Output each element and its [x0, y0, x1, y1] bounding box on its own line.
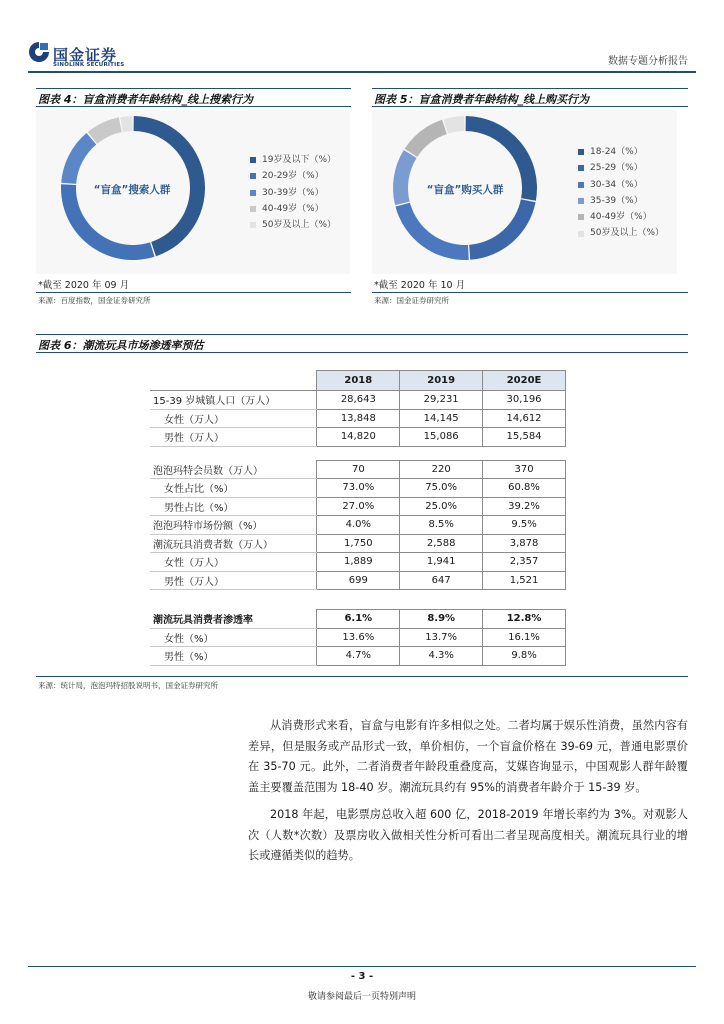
legend-item — [578, 177, 664, 193]
row-label: 女性（万人） — [150, 409, 317, 428]
row-label: 15-39 岁城镇人口（万人） — [150, 391, 317, 410]
legend-swatch — [578, 231, 584, 237]
cell: 8.5% — [400, 516, 483, 535]
cell: 39.2% — [483, 497, 566, 516]
cell: 30,196 — [483, 391, 566, 410]
legend-label: 40-49岁（%） — [262, 203, 324, 214]
fig6-bottom-rule — [36, 676, 688, 677]
cell: 370 — [483, 460, 566, 479]
cell: 14,820 — [317, 428, 400, 447]
donut-slice — [469, 199, 535, 260]
legend-swatch — [578, 149, 584, 155]
fig4-legend — [250, 152, 336, 233]
table-row — [150, 409, 566, 428]
donut-slice — [88, 117, 122, 143]
page-number: - 3 - — [350, 971, 374, 982]
fig4-title: 图表 4：盲盒消费者年龄结构_线上搜索行为 — [38, 93, 253, 106]
fig5-title: 图表 5：盲盒消费者年龄结构_线上购买行为 — [374, 93, 589, 106]
table-row — [150, 534, 566, 553]
fig6-source: 来源：统计局，泡泡玛特招股说明书，国金证券研究所 — [38, 681, 218, 690]
legend-swatch — [578, 182, 584, 188]
cell: 12.8% — [483, 610, 566, 629]
table-row — [150, 516, 566, 535]
cell: 70 — [317, 460, 400, 479]
fig5-title-rule — [372, 106, 688, 107]
legend-item — [578, 160, 664, 176]
body-text — [248, 716, 688, 867]
cell: 28,643 — [317, 391, 400, 410]
legend-item — [578, 193, 664, 209]
legend-item — [578, 144, 664, 160]
legend-item — [578, 225, 664, 241]
legend-label: 50岁及以上（%） — [262, 220, 337, 231]
paragraph-1: 从消费形式来看，盲盒与电影有许多相似之处。二者均属于娱乐性消费，虽然内容有差异，但是服务或产品形式一致，单价相仿，一个盲盒价格在 39-69 元，普通电影票价在 35-70 元。此外，二者消费者年龄段重叠度高，艾媒咨询显示，中国观影人群年龄覆盖主要覆盖范围为 18-40 岁。潮流玩具约有 95%的消费者年龄介于 15-39 岁。 — [248, 719, 688, 794]
legend-item — [250, 217, 336, 233]
cell: 15,086 — [400, 428, 483, 447]
fig6-title: 图表 6：潮流玩具市场渗透率预估 — [38, 339, 204, 352]
legend-swatch — [578, 198, 584, 204]
cell: 1,889 — [317, 553, 400, 572]
table-row — [150, 610, 566, 629]
cell: 60.8% — [483, 479, 566, 498]
cell: 1,521 — [483, 571, 566, 590]
legend-swatch — [578, 214, 584, 220]
legend-label: 40-49岁（%） — [590, 212, 652, 223]
header — [0, 0, 724, 80]
table-row — [150, 628, 566, 647]
row-label: 潮流玩具消费者数（万人） — [150, 534, 317, 553]
cell: 75.0% — [400, 479, 483, 498]
cell: 2,357 — [483, 553, 566, 572]
row-label: 男性（万人） — [150, 571, 317, 590]
legend-item — [250, 152, 336, 168]
fig5-top-rule — [372, 88, 688, 89]
cell: 4.0% — [317, 516, 400, 535]
footer-disclaimer: 敬请参阅最后一页特别声明 — [307, 992, 416, 1002]
cell: 1,750 — [317, 534, 400, 553]
cell: 13,848 — [317, 409, 400, 428]
fig4-bottom-rule — [36, 292, 351, 293]
row-label: 女性（万人） — [150, 553, 317, 572]
fig5-source: 来源：国金证券研究所 — [374, 296, 449, 305]
header-divider — [28, 71, 696, 73]
legend-label: 18-24（%） — [590, 147, 643, 157]
fig6-title-rule — [36, 352, 688, 353]
col-header: 2018 — [317, 371, 400, 391]
cell: 220 — [400, 460, 483, 479]
table-row — [150, 391, 566, 410]
table-row — [150, 460, 566, 479]
legend-item — [578, 209, 664, 225]
row-label: 男性（%） — [150, 647, 317, 666]
cell: 14,145 — [400, 409, 483, 428]
fig5-bottom-rule — [372, 292, 688, 293]
cell: 14,612 — [483, 409, 566, 428]
table-spacer — [150, 446, 566, 460]
donut-slice — [61, 133, 96, 184]
fig5-center-label: “盲盒”购买人群 — [426, 184, 504, 196]
footer-divider — [28, 966, 696, 967]
cell: 6.1% — [317, 610, 400, 629]
donut-slice — [443, 116, 464, 134]
legend-item — [250, 201, 336, 217]
table-row — [150, 497, 566, 516]
cell: 13.6% — [317, 628, 400, 647]
row-label: 男性占比（%） — [150, 497, 317, 516]
cell: 8.9% — [400, 610, 483, 629]
row-label: 女性（%） — [150, 628, 317, 647]
table-row — [150, 647, 566, 666]
legend-label: 30-34（%） — [590, 179, 643, 190]
legend-item — [250, 168, 336, 184]
donut-slice — [120, 116, 132, 132]
legend-swatch — [250, 222, 256, 228]
row-label: 泡泡玛特会员数（万人） — [150, 460, 317, 479]
legend-label: 20-29岁（%） — [262, 171, 324, 182]
donut-slice — [393, 150, 417, 205]
cell: 1,941 — [400, 553, 483, 572]
cell: 699 — [317, 571, 400, 590]
legend-label: 19岁及以下（%） — [262, 155, 337, 165]
col-header: 2020E — [483, 371, 566, 391]
cell: 25.0% — [400, 497, 483, 516]
cell: 13.7% — [400, 628, 483, 647]
fig4-center-label: “盲盒”搜索人群 — [93, 184, 171, 196]
company-logo — [28, 40, 50, 66]
legend-label: 35-39（%） — [590, 195, 643, 206]
paragraph-2: 2018 年起，电影票房总收入超 600 亿，2018-2019 年增长率约为 3%。对观影人次（人数*次数）及票房收入做相关性分析可看出二者呈现高度相关。潮流玩具行业的增长或遵循类似的趋势。 — [248, 808, 688, 862]
fig5-note: *截至 2020 年 10 月 — [374, 280, 466, 291]
cell: 647 — [400, 571, 483, 590]
fig4-top-rule — [36, 88, 351, 89]
table-header-row — [150, 371, 566, 391]
cell: 2,588 — [400, 534, 483, 553]
fig4-title-rule — [36, 106, 351, 107]
legend-label: 30-39岁（%） — [262, 187, 324, 198]
report-type: 数据专题分析报告 — [608, 56, 688, 67]
fig4-source: 来源：百度指数，国金证券研究所 — [38, 296, 151, 305]
row-label: 泡泡玛特市场份额（%） — [150, 516, 317, 535]
cell: 4.7% — [317, 647, 400, 666]
cell: 29,231 — [400, 391, 483, 410]
fig5-chart — [372, 110, 677, 274]
table-row — [150, 553, 566, 572]
donut-slice — [395, 203, 468, 260]
legend-swatch — [250, 190, 256, 196]
table-row — [150, 428, 566, 447]
legend-swatch — [250, 157, 256, 163]
table-row — [150, 479, 566, 498]
cell: 16.1% — [483, 628, 566, 647]
table-row — [150, 571, 566, 590]
fig6-top-rule — [36, 334, 688, 335]
cell: 9.8% — [483, 647, 566, 666]
fig4-chart — [36, 110, 350, 274]
fig4-note: *截至 2020 年 09 月 — [38, 280, 130, 291]
legend-label: 25-29（%） — [590, 163, 643, 174]
col-header: 2019 — [400, 371, 483, 391]
legend-swatch — [578, 165, 584, 171]
cell: 73.0% — [317, 479, 400, 498]
brand-name-en: SINOLINK SECURITIES — [53, 62, 125, 68]
cell: 4.3% — [400, 647, 483, 666]
cell: 3,878 — [483, 534, 566, 553]
row-label: 男性（万人） — [150, 428, 317, 447]
legend-swatch — [250, 173, 256, 179]
table-spacer — [150, 590, 566, 610]
cell: 15,584 — [483, 428, 566, 447]
fig6-table — [150, 370, 566, 666]
legend-item — [250, 185, 336, 201]
table-corner — [150, 371, 317, 391]
row-label: 女性占比（%） — [150, 479, 317, 498]
legend-label: 50岁及以上（%） — [590, 228, 665, 239]
fig5-legend — [578, 144, 664, 242]
legend-swatch — [250, 206, 256, 212]
cell: 27.0% — [317, 497, 400, 516]
brand-name: 国金证券 — [53, 46, 118, 64]
cell: 9.5% — [483, 516, 566, 535]
row-label: 潮流玩具消费者渗透率 — [150, 610, 317, 629]
donut-slice — [405, 120, 447, 157]
